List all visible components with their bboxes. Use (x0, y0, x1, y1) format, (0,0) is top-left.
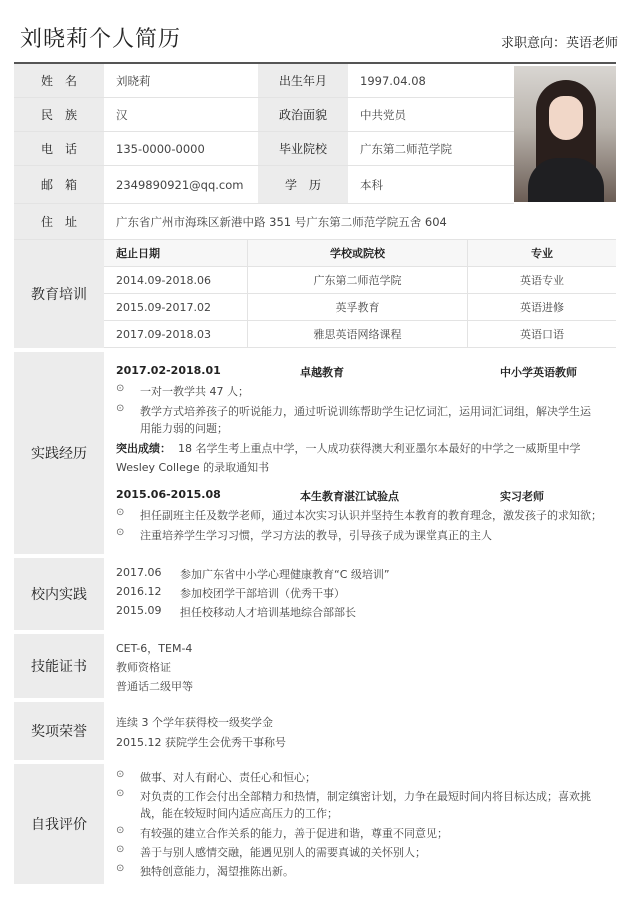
ethnic-label: 民 族 (14, 98, 104, 132)
info-row-email (14, 166, 514, 204)
edu-period: 2017.09-2018.03 (104, 321, 248, 347)
campus-date: 2015.09 (116, 604, 162, 617)
political-value: 中共党员 (348, 98, 514, 132)
awards-label: 奖项荣誉 (14, 702, 104, 760)
edu-period: 2014.09-2018.06 (104, 267, 248, 293)
edu-major: 英语进修 (520, 301, 564, 314)
degree-label: 学 历 (258, 166, 348, 204)
award-item: 2015.12 获院学生会优秀干事称号 (116, 736, 286, 749)
header-major: 专业 (531, 247, 553, 260)
info-row-name (14, 64, 514, 98)
edu-school: 广东第二师范学院 (248, 267, 468, 293)
political-label: 政治面貌 (258, 98, 348, 132)
info-row-address (14, 204, 616, 240)
job1-bullet: 一对一教学共 47 人； (140, 385, 249, 398)
name-value: 刘晓莉 (104, 64, 258, 98)
job1-role: 中小学英语教师 (500, 366, 577, 379)
job2-org: 本生教育湛江试验点 (300, 490, 399, 503)
campus-date: 2016.12 (116, 585, 162, 598)
campus-item: 参加校团学干部培训（优秀干事） (180, 587, 345, 600)
bullet-icon: ⊙ (116, 383, 125, 394)
edu-major: 英语口语 (520, 328, 564, 341)
awards-body (104, 702, 616, 760)
job2-bullet: 担任副班主任及数学老师，通过本次实习认识并坚持生本教育的教育理念，激发孩子的求知欲； (140, 509, 602, 522)
info-row-phone (14, 132, 514, 166)
bullet-icon: ⊙ (116, 769, 125, 780)
email-label: 邮 箱 (14, 166, 104, 204)
job1-org: 卓越教育 (300, 366, 344, 379)
self-label: 自我评价 (14, 764, 104, 884)
job-intent: 求职意向：英语老师 (500, 36, 618, 51)
edu-school: 雅思英语网络课程 (248, 321, 468, 347)
header-school: 学校或院校 (248, 240, 468, 266)
education-section (14, 240, 616, 350)
school-value: 广东第二师范学院 (348, 132, 514, 166)
awards-section (14, 702, 616, 762)
name-label: 姓 名 (14, 64, 104, 98)
self-line: 独特创意能力，渴望推陈出新。 (140, 865, 294, 878)
table-row (104, 267, 616, 294)
campus-item: 参加广东省中小学心理健康教育“C 级培训” (180, 568, 390, 581)
self-section (14, 764, 616, 886)
job2-role: 实习老师 (500, 490, 544, 503)
school-label: 毕业院校 (258, 132, 348, 166)
phone-value: 135-0000-0000 (104, 132, 258, 166)
award-item: 连续 3 个学年获得校一级奖学金 (116, 716, 273, 729)
self-line: 做事、对人有耐心、责任心和恒心； (140, 771, 316, 784)
edu-major: 英语专业 (520, 274, 564, 287)
self-line: 有较强的建立合作关系的能力，善于促进和谐，尊重不同意见； (140, 827, 448, 840)
bullet-icon: ⊙ (116, 788, 125, 799)
campus-label: 校内实践 (14, 558, 104, 630)
address-label: 住 址 (14, 204, 104, 240)
self-line: 善于与别人感情交融，能遇见别人的需要真诚的关怀别人； (140, 846, 426, 859)
job1-bullet: 教学方式培养孩子的听说能力，通过听说训练帮助学生记忆词汇，运用词汇词组，解决学生运 (140, 405, 591, 418)
job1-period: 2017.02-2018.01 (116, 364, 221, 377)
profile-photo (514, 66, 616, 202)
skills-section (14, 634, 616, 700)
self-body (104, 764, 616, 884)
practice-label: 实践经历 (14, 352, 104, 554)
info-row-ethnic (14, 98, 514, 132)
job2-bullet: 注重培养学生学习习惯，学习方法的教导，引导孩子成为课堂真正的主人 (140, 529, 492, 542)
practice-body (104, 352, 616, 554)
skill-item: 教师资格证 (116, 661, 171, 674)
header-period: 起止日期 (104, 240, 248, 266)
bullet-icon: ⊙ (116, 507, 125, 518)
address-value: 广东省广州市海珠区新港中路 351 号广东第二师范学院五舍 604 (104, 204, 616, 240)
achievement-label: 突出成绩： (116, 442, 171, 455)
edu-period: 2015.09-2017.02 (104, 294, 248, 320)
achievement-text: 18 名学生考上重点中学，一人成功获得澳大利亚墨尔本最好的中学之一威斯里中学 (178, 442, 581, 455)
table-row (104, 321, 616, 348)
self-line-cont: 战，能在较短时间内适应高压力的工作； (140, 807, 338, 820)
skills-body (104, 634, 616, 698)
practice-section (14, 352, 616, 556)
skill-item: 普通话二级甲等 (116, 680, 193, 693)
bullet-icon: ⊙ (116, 825, 125, 836)
skills-label: 技能证书 (14, 634, 104, 698)
table-row (104, 294, 616, 321)
education-header-row (104, 240, 616, 267)
campus-body (104, 558, 616, 630)
job2-period: 2015.06-2015.08 (116, 488, 221, 501)
email-value: 2349890921@qq.com (104, 166, 258, 204)
skill-item: CET-6，TEM-4 (116, 642, 193, 655)
campus-section (14, 558, 616, 632)
resume-title: 刘晓莉个人简历 (20, 27, 182, 52)
achievement-text-cont: Wesley College 的录取通知书 (116, 461, 270, 474)
phone-label: 电 话 (14, 132, 104, 166)
birth-label: 出生年月 (258, 64, 348, 98)
self-line: 对负责的工作会付出全部精力和热情，制定缜密计划，力争在最短时间内将目标达成；喜欢挑 (140, 790, 591, 803)
campus-item: 担任校移动人才培训基地综合部部长 (180, 606, 356, 619)
edu-school: 英孚教育 (248, 294, 468, 320)
degree-value: 本科 (348, 166, 514, 204)
bullet-icon: ⊙ (116, 527, 125, 538)
birth-value: 1997.04.08 (348, 64, 514, 98)
job1-bullet-cont: 用能力弱的问题； (140, 422, 228, 435)
bullet-icon: ⊙ (116, 863, 125, 874)
campus-date: 2017.06 (116, 566, 162, 579)
bullet-icon: ⊙ (116, 844, 125, 855)
ethnic-value: 汉 (104, 98, 258, 132)
bullet-icon: ⊙ (116, 403, 125, 414)
education-label: 教育培训 (14, 240, 104, 348)
